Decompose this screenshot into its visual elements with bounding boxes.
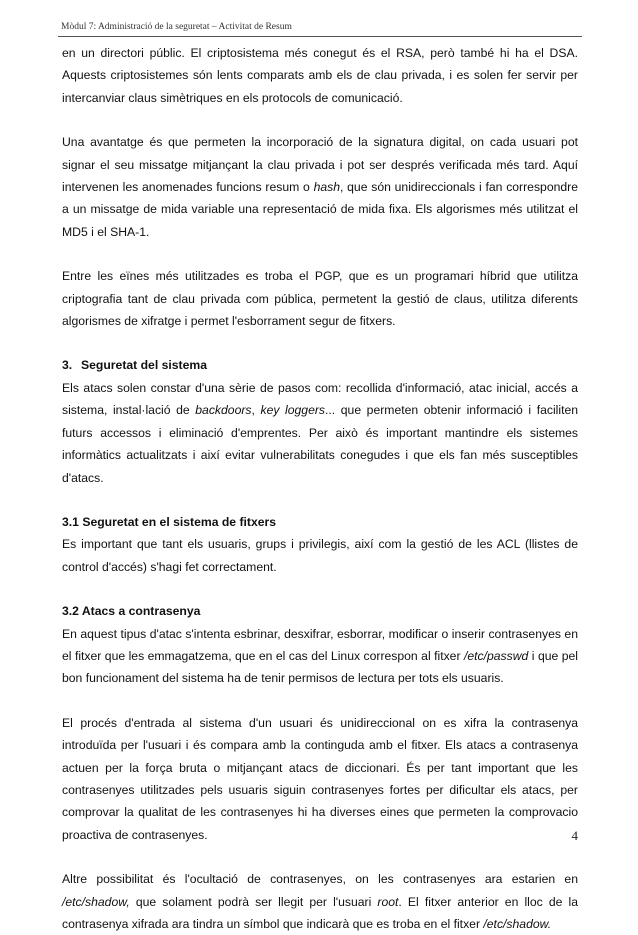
text-span: , xyxy=(251,403,261,418)
path-etc-shadow: /etc/shadow, xyxy=(62,894,130,909)
text-span: i que pel bon funcionament del sistema ha de tenir permisos de lectura per tots els usuaris. xyxy=(62,648,578,686)
paragraph-digital-signature xyxy=(62,131,578,243)
paragraph-shadow-passwords xyxy=(62,868,578,935)
term-backdoors: backdoors xyxy=(195,403,252,418)
paragraph-filesystem: Es important que tant els usuaris, grups i privilegis, així com la gestió de les ACL (llistes de control d'accés) s'hagi fet correctament. xyxy=(62,537,578,574)
paragraph-system-attacks xyxy=(62,377,578,489)
section-heading-3 xyxy=(62,354,578,376)
text-span: En aquest tipus d'atac s'intenta esbrinar, desxifrar, esborrar, modificar o inserir contrasenyes en el fitxer que les emmagatzema, que en el cas del Linux correspon al fitxer xyxy=(62,626,578,663)
text-span: . El fitxer anterior en lloc de la contrasenya xifrada ara tindra un símbol que indicarà que es troba en el fitxer xyxy=(62,894,578,931)
section-number: 3. xyxy=(62,358,73,373)
text-span: Els atacs solen constar d'una sèrie de pasos com: recollida d'informació, atac inicial, accés a sistema, instal·lació de xyxy=(62,380,578,418)
page-number: 4 xyxy=(571,828,578,843)
section-heading-3-1: 3.1 Seguretat en el sistema de fitxers xyxy=(62,514,277,529)
text-span: Una avantatge és que permeten la incorporació de la signatura digital, on cada usuari pot signar el seu missatge mitjançant la clau privada i pot ser després verificada més tard. Aquí intervenen les anomenades funcions resum o xyxy=(62,135,578,195)
section-heading-3-2: 3.2 Atacs a contrasenya xyxy=(62,604,201,619)
paragraph-login-process: El procés d'entrada al sistema d'un usuari és unidireccional on es xifra la contrasenya introduïda per l'usuari i és compara amb la continguda amb el fitxer. Els atacs a contrasenya actuen per la força bruta o mitjançant atacs de diccionari. És per tant important que les contrasenyes utilitzades pels usuaris siguin contrasenyes fortes per dificultar els atacs, per comprovar la qualitat de les contrasenyes hi ha diverses eines que permeten la comprovacio proactiva de contrasenyes. xyxy=(62,715,578,842)
text-span: , que són unidireccionals i fan correspondre a un missatge de mida variable una representació de mida fixa. Els algorismes més utilitzat el MD5 i el SHA-1. xyxy=(62,180,578,239)
text-span: Altre possibilitat és l'ocultació de contrasenyes, on les contrasenyes ara estarien en xyxy=(62,872,578,887)
paragraph-password-attacks xyxy=(62,623,578,690)
text-span: que solament podrà ser llegit per l'usuari xyxy=(129,894,378,909)
term-key-loggers: key loggers xyxy=(260,403,326,418)
running-header: Mòdul 7: Administració de la seguretat – Activitat de Resum xyxy=(61,22,292,32)
term-root: root xyxy=(377,894,399,909)
text-span: ... que permeten obtenir informació i faciliten futurs accessos i eliminació d'emprentes. Per això és important mantindre els sistemes informàtics actualitzats i així evitar vulnerabilitats conegudes i que els fan més susceptibles d'atacs. xyxy=(62,403,579,485)
term-hash: hash xyxy=(313,180,340,195)
document-body xyxy=(62,42,578,935)
paragraph-pgp: Entre les eïnes més utilitzades es troba el PGP, que es un programari híbrid que utilitza criptografia tant de clau privada com pública, permetent la gestió de claus, utilitza diferents algorismes de xifratge i permet l'esborrament segur de fitxers. xyxy=(62,269,578,329)
paragraph-public-key: en un directori públic. El criptosistema més conegut és el RSA, però també hi ha el DSA. Aquests criptosistemes són lents comparats amb els de clau privada, i es solen fer servir per intercanviar claus simètriques en els protocols de comunicació. xyxy=(62,46,578,105)
header-divider xyxy=(58,36,582,37)
section-title: Seguretat del sistema xyxy=(81,358,207,373)
path-etc-passwd: /etc/passwd xyxy=(463,648,529,663)
path-etc-shadow: /etc/shadow. xyxy=(483,917,552,931)
